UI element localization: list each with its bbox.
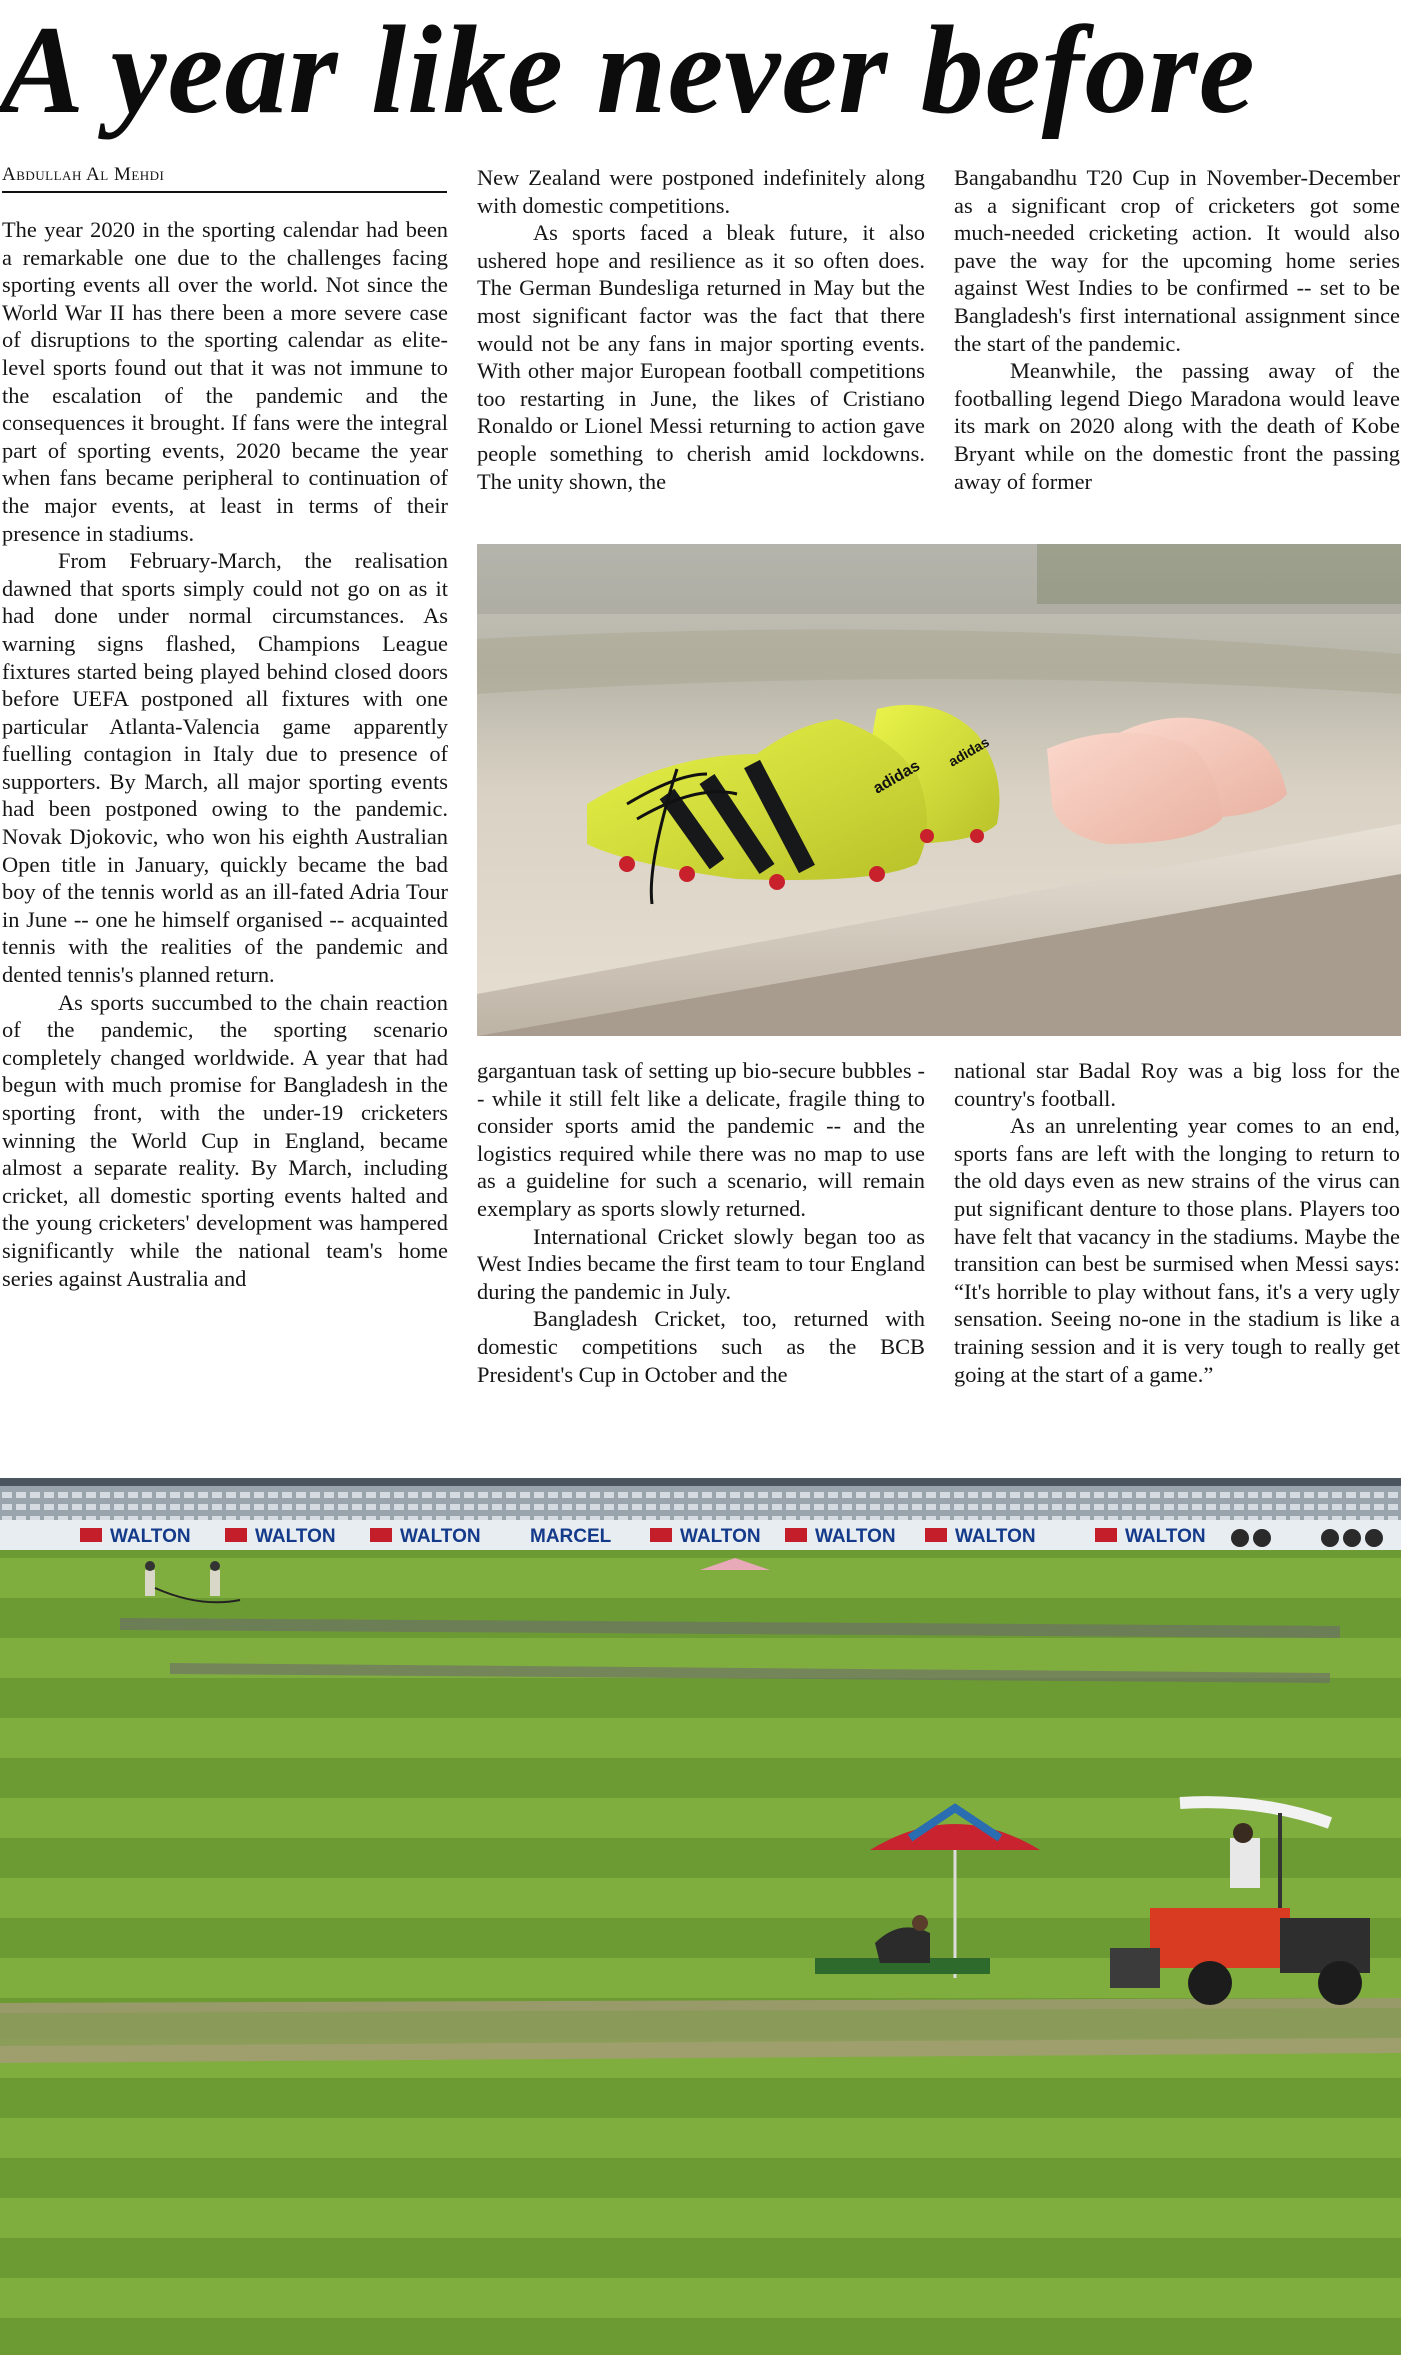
paragraph: Meanwhile, the passing away of the footballing legend Diego Maradona would leave its mark on 2020 along with the death of Kobe Bryant while on the domestic front the passing away of former: [954, 358, 1400, 494]
paragraph: Bangladesh Cricket, too, returned with domestic competitions such as the BCB President's Cup in October and the: [477, 1306, 925, 1387]
boot-brand-text: adidas: [945, 733, 992, 770]
paragraph: From February-March, the realisation dawned that sports simply could not go on as it had done under normal circumstances. As warning signs flashed, Champions League fixtures started being played behind closed doors before UEFA postponed all fixtures with one particular Atlanta-Valencia game apparently fuelling contagion in Italy due to presence of supporters. By March, all major sporting events had been postponed owing to the pandemic. Novak Djokovic, who won his eighth Australian Open title in January, quickly became the bad boy of the tennis world as an ill-fated Adria Tour in June -- one he himself organised -- acquainted tennis with the realities of the pandemic and dented tennis's planned return.: [2, 548, 448, 988]
article-column-2-top: [477, 164, 925, 528]
article-column-1: [2, 216, 448, 1446]
paragraph: gargantuan task of setting up bio-secure bubbles -- while it still felt like a delicate, fragile thing to consider sports amid the pandemic -- and the logistics required while there was no map to use as a guideline for such a scenario, will remain exemplary as sports slowly returned.: [477, 1058, 925, 1221]
paragraph: national star Badal Roy was a big loss for the country's football.: [954, 1058, 1400, 1111]
board-text: WALTON: [110, 1526, 191, 1547]
board-text: WALTON: [815, 1526, 896, 1547]
paragraph: As sports faced a bleak future, it also ushered hope and resilience as it so often does. The German Bundesliga returned in May but the most significant factor was the fact that there would not be any fans in major sporting events. With other major European football competitions too restarting in June, the likes of Cristiano Ronaldo or Lionel Messi returning to action gave people something to cherish amid lockdowns. The unity shown, the: [477, 220, 925, 494]
paragraph: As sports succumbed to the chain reaction of the pandemic, the sporting scenario completely changed worldwide. A year that had begun with much promise for Bangladesh in the sporting front, with the under-19 cricketers winning the World Cup in England, became almost a separate reality. By March, including cricket, all domestic sporting events halted and the young cricketers' development was hampered significantly while the national team's home series against Australia and: [2, 989, 448, 1291]
stadium-ground-photo: [0, 1478, 1401, 2355]
football-boots-photo: [477, 544, 1401, 1036]
paragraph: Bangabandhu T20 Cup in November-December as a significant crop of cricketers got some much-needed cricketing action. It would also pave the way for the upcoming home series against West Indies to be confirmed -- set to be Bangladesh's first international assignment since the start of the pandemic.: [954, 165, 1400, 356]
paragraph: New Zealand were postponed indefinitely along with domestic competitions.: [477, 165, 925, 218]
article-column-2-bottom: [477, 1057, 925, 1447]
board-text: WALTON: [680, 1526, 761, 1547]
headline: A year like never before: [0, 1, 1256, 140]
board-text: MARCEL: [530, 1526, 612, 1547]
paragraph: The year 2020 in the sporting calendar had been a remarkable one due to the challenges facing sporting events all over the world. Not since the World War II has there been a more severe case of disruptions to the sporting calendar as elite-level sports found out that it was not immune to the escalation of the pandemic and the consequences it brought. If fans were the integral part of sporting events, 2020 became the year when fans became peripheral to continuation of the major events, at least in terms of their presence in stadiums.: [2, 217, 448, 546]
byline: Abdullah Al Mehdi: [2, 164, 447, 193]
boot-brand-text: adidas: [870, 757, 923, 798]
board-text: WALTON: [400, 1526, 481, 1547]
board-text: WALTON: [255, 1526, 336, 1547]
article-column-3-bottom: [954, 1057, 1400, 1447]
paragraph: International Cricket slowly began too as West Indies became the first team to tour England during the pandemic in July.: [477, 1223, 925, 1304]
board-text: WALTON: [955, 1526, 1036, 1547]
board-text: WALTON: [1125, 1526, 1206, 1547]
article-column-3-top: [954, 164, 1400, 528]
paragraph: As an unrelenting year comes to an end, sports fans are left with the longing to return to the old days even as new strains of the virus can put significant denture to those plans. Players too have felt that vacancy in the stadiums. Maybe the transition can best be surmised when Messi says: “It's horrible to play without fans, it's a very ugly sensation. Seeing no-one in the stadium is like a training session and it is very tough to really get going at the start of a game.”: [954, 1113, 1400, 1387]
